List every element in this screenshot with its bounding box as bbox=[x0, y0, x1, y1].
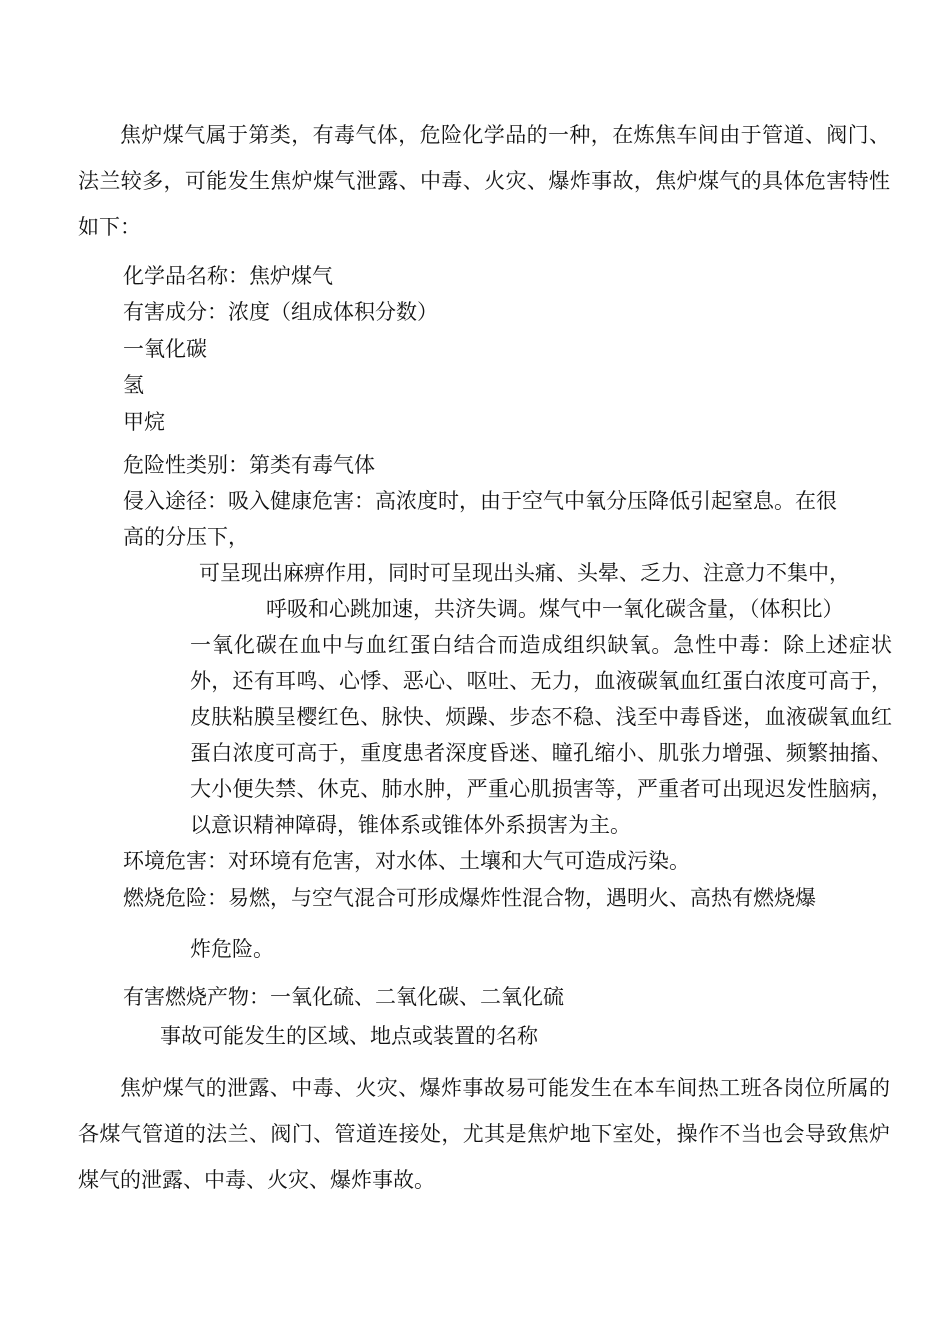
location-paragraph: 焦炉煤气的泄露、中毒、火灾、爆炸事故易可能发生在本车间热工班各岗位所属的各煤气管道的法兰、阀门、管道连接处，尤其是焦炉地下室处，操作不当也会导致焦炉煤气的泄露、中毒、火灾、爆炸事故。 bbox=[78, 1076, 890, 1192]
hazard-category: 危险性类别：第类有毒气体 bbox=[123, 453, 375, 477]
intro-paragraph: 焦炉煤气属于第类，有毒气体，危险化学品的一种，在炼焦车间由于管道、阀门、法兰较多，可能发生焦炉煤气泄露、中毒、火灾、爆炸事故，焦炉煤气的具体危害特性如下： bbox=[78, 123, 890, 239]
section-heading: 事故可能发生的区域、地点或装置的名称 bbox=[160, 1024, 538, 1048]
symptoms-line-1: 可呈现出麻痹作用，同时可呈现出头痛、头晕、乏力、注意力不集中， bbox=[199, 561, 850, 585]
component-ch4: 甲烷 bbox=[123, 410, 165, 434]
entry-route-line-1: 侵入途径：吸入健康危害：高浓度时，由于空气中氧分压降低引起窒息。在很 bbox=[123, 489, 837, 513]
combustion-hazard-line-2: 炸危险。 bbox=[190, 937, 274, 961]
component-co: 一氧化碳 bbox=[123, 337, 207, 361]
harmful-components: 有害成分：浓度（组成体积分数） bbox=[123, 300, 438, 324]
symptoms-block: 一氧化碳在血中与血红蛋白结合而造成组织缺氧。急性中毒：除上述症状外，还有耳鸣、心悸、恶心、呕吐、无力，血液碳氧血红蛋白浓度可高于，皮肤粘膜呈樱红色、脉快、烦躁、步态不稳、浅至中毒昏迷，血液碳氧血红蛋白浓度可高于，重度患者深度昏迷、瞳孔缩小、肌张力增强、频繁抽搐、大小便失禁、休克、肺水肿，严重心肌损害等，严重者可出现迟发性脑病，以意识精神障碍，锥体系或锥体外系损害为主。 bbox=[190, 633, 892, 837]
chemical-name: 化学品名称：焦炉煤气 bbox=[123, 264, 333, 288]
symptoms-line-2: 呼吸和心跳加速，共济失调。煤气中一氧化碳含量，（体积比） bbox=[266, 597, 844, 621]
entry-route-line-2: 高的分压下， bbox=[123, 525, 249, 549]
combustion-hazard-line-1: 燃烧危险：易燃，与空气混合可形成爆炸性混合物，遇明火、高热有燃烧爆 bbox=[123, 886, 816, 910]
combustion-products: 有害燃烧产物：一氧化硫、二氧化碳、二氧化硫 bbox=[123, 985, 564, 1009]
environment-hazard: 环境危害：对环境有危害，对水体、土壤和大气可造成污染。 bbox=[123, 849, 690, 873]
component-h2: 氢 bbox=[123, 373, 144, 397]
